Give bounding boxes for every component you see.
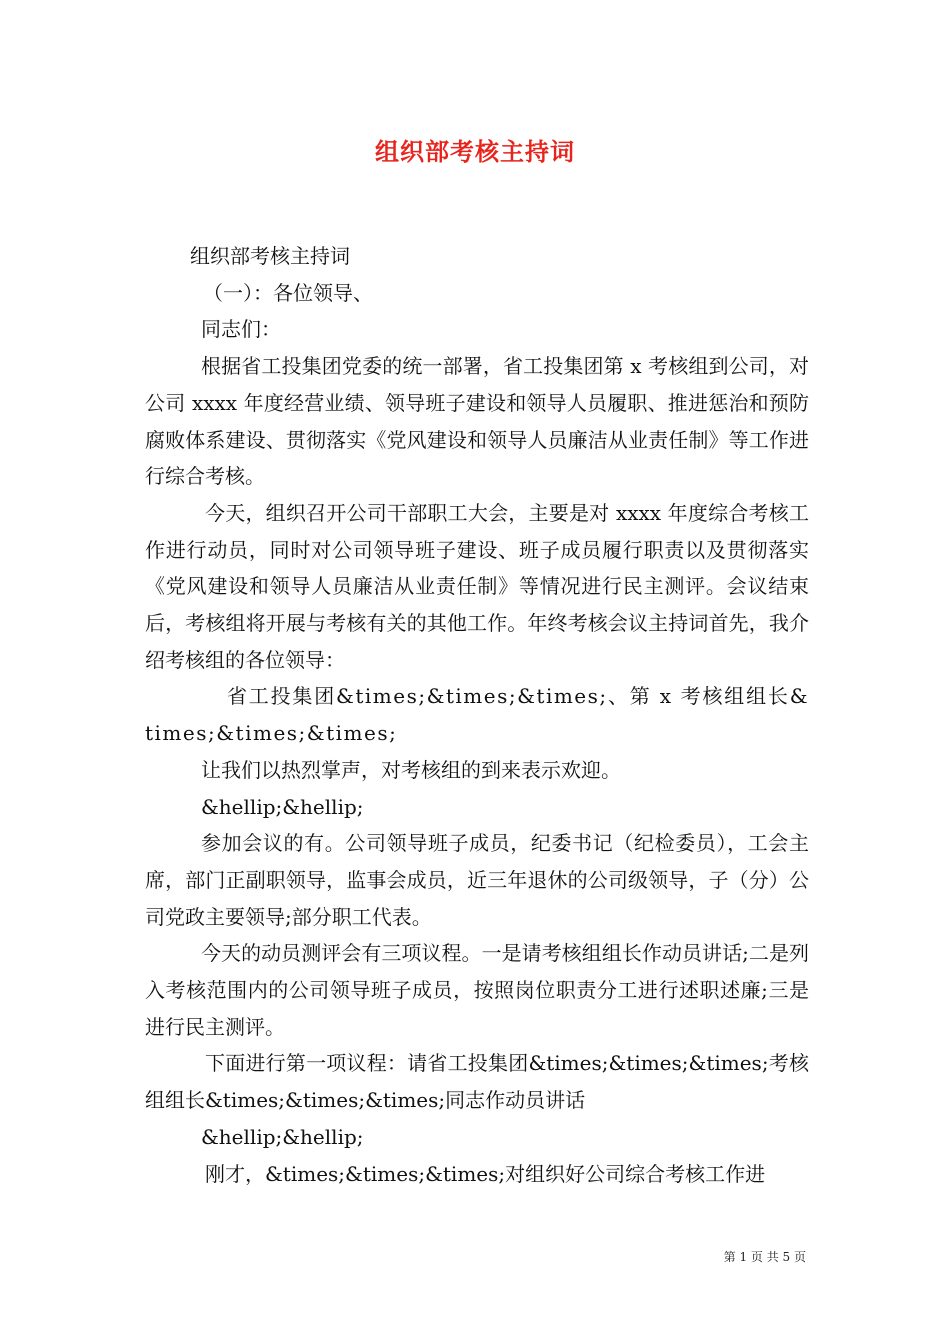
paragraph: 今天的动员测评会有三项议程。一是请考核组组长作动员讲话;二是列入考核范围内的公司领导班子成员，按照岗位职责分工进行述职述廉;三是进行民主测评。 xyxy=(145,941,809,1039)
paragraph: 让我们以热烈掌声，对考核组的到来表示欢迎。 xyxy=(201,757,621,782)
paragraph-ellipsis: &hellip;&hellip; xyxy=(201,1124,364,1149)
paragraph-salutation: （一）：各位领导、 xyxy=(203,280,373,305)
paragraph: 今天，组织召开公司干部职工大会，主要是对 xxxx 年度综合考核工作进行动员，同时对公司领导班子建设、班子成员履行职责以及贯彻落实《党风建设和领导人员廉洁从业责任制》等情况进行民主测评。会议结束后，考核组将开展与考核有关的其他工作。年终考核会议主持词首先，我介绍考核组的各位领导： xyxy=(145,500,809,672)
paragraph-ellipsis: &hellip;&hellip; xyxy=(201,794,364,819)
paragraph: 根据省工投集团党委的统一部署，省工投集团第 x 考核组到公司，对公司 xxxx 年度经营业绩、领导班子建设和领导人员履职、推进惩治和预防腐败体系建设、贯彻落实《党风建设和领导人员廉洁从业责任制》等工作进行综合考核。 xyxy=(145,354,809,489)
page-number: 第 1 页 共 5 页 xyxy=(723,1250,806,1264)
paragraph: 下面进行第一项议程：请省工投集团&times;&times;&times;考核组组长&times;&times;&times;同志作动员讲话 xyxy=(145,1051,809,1113)
document-body xyxy=(145,238,809,1192)
paragraph: 省工投集团&times;&times;&times;、第 x 考核组组长&times;&times;&times; xyxy=(145,684,809,746)
paragraph-heading: 组织部考核主持词 xyxy=(190,244,350,268)
document-title: 组织部考核主持词 xyxy=(375,137,575,166)
paragraph: 参加会议的有。公司领导班子成员，纪委书记（纪检委员），工会主席，部门正副职领导，监事会成员，近三年退休的公司级领导，子（分）公司党政主要领导;部分职工代表。 xyxy=(145,831,809,929)
paragraph-comrades: 同志们： xyxy=(201,317,281,342)
paragraph: 刚才，&times;&times;&times;对组织好公司综合考核工作进 xyxy=(205,1161,766,1186)
